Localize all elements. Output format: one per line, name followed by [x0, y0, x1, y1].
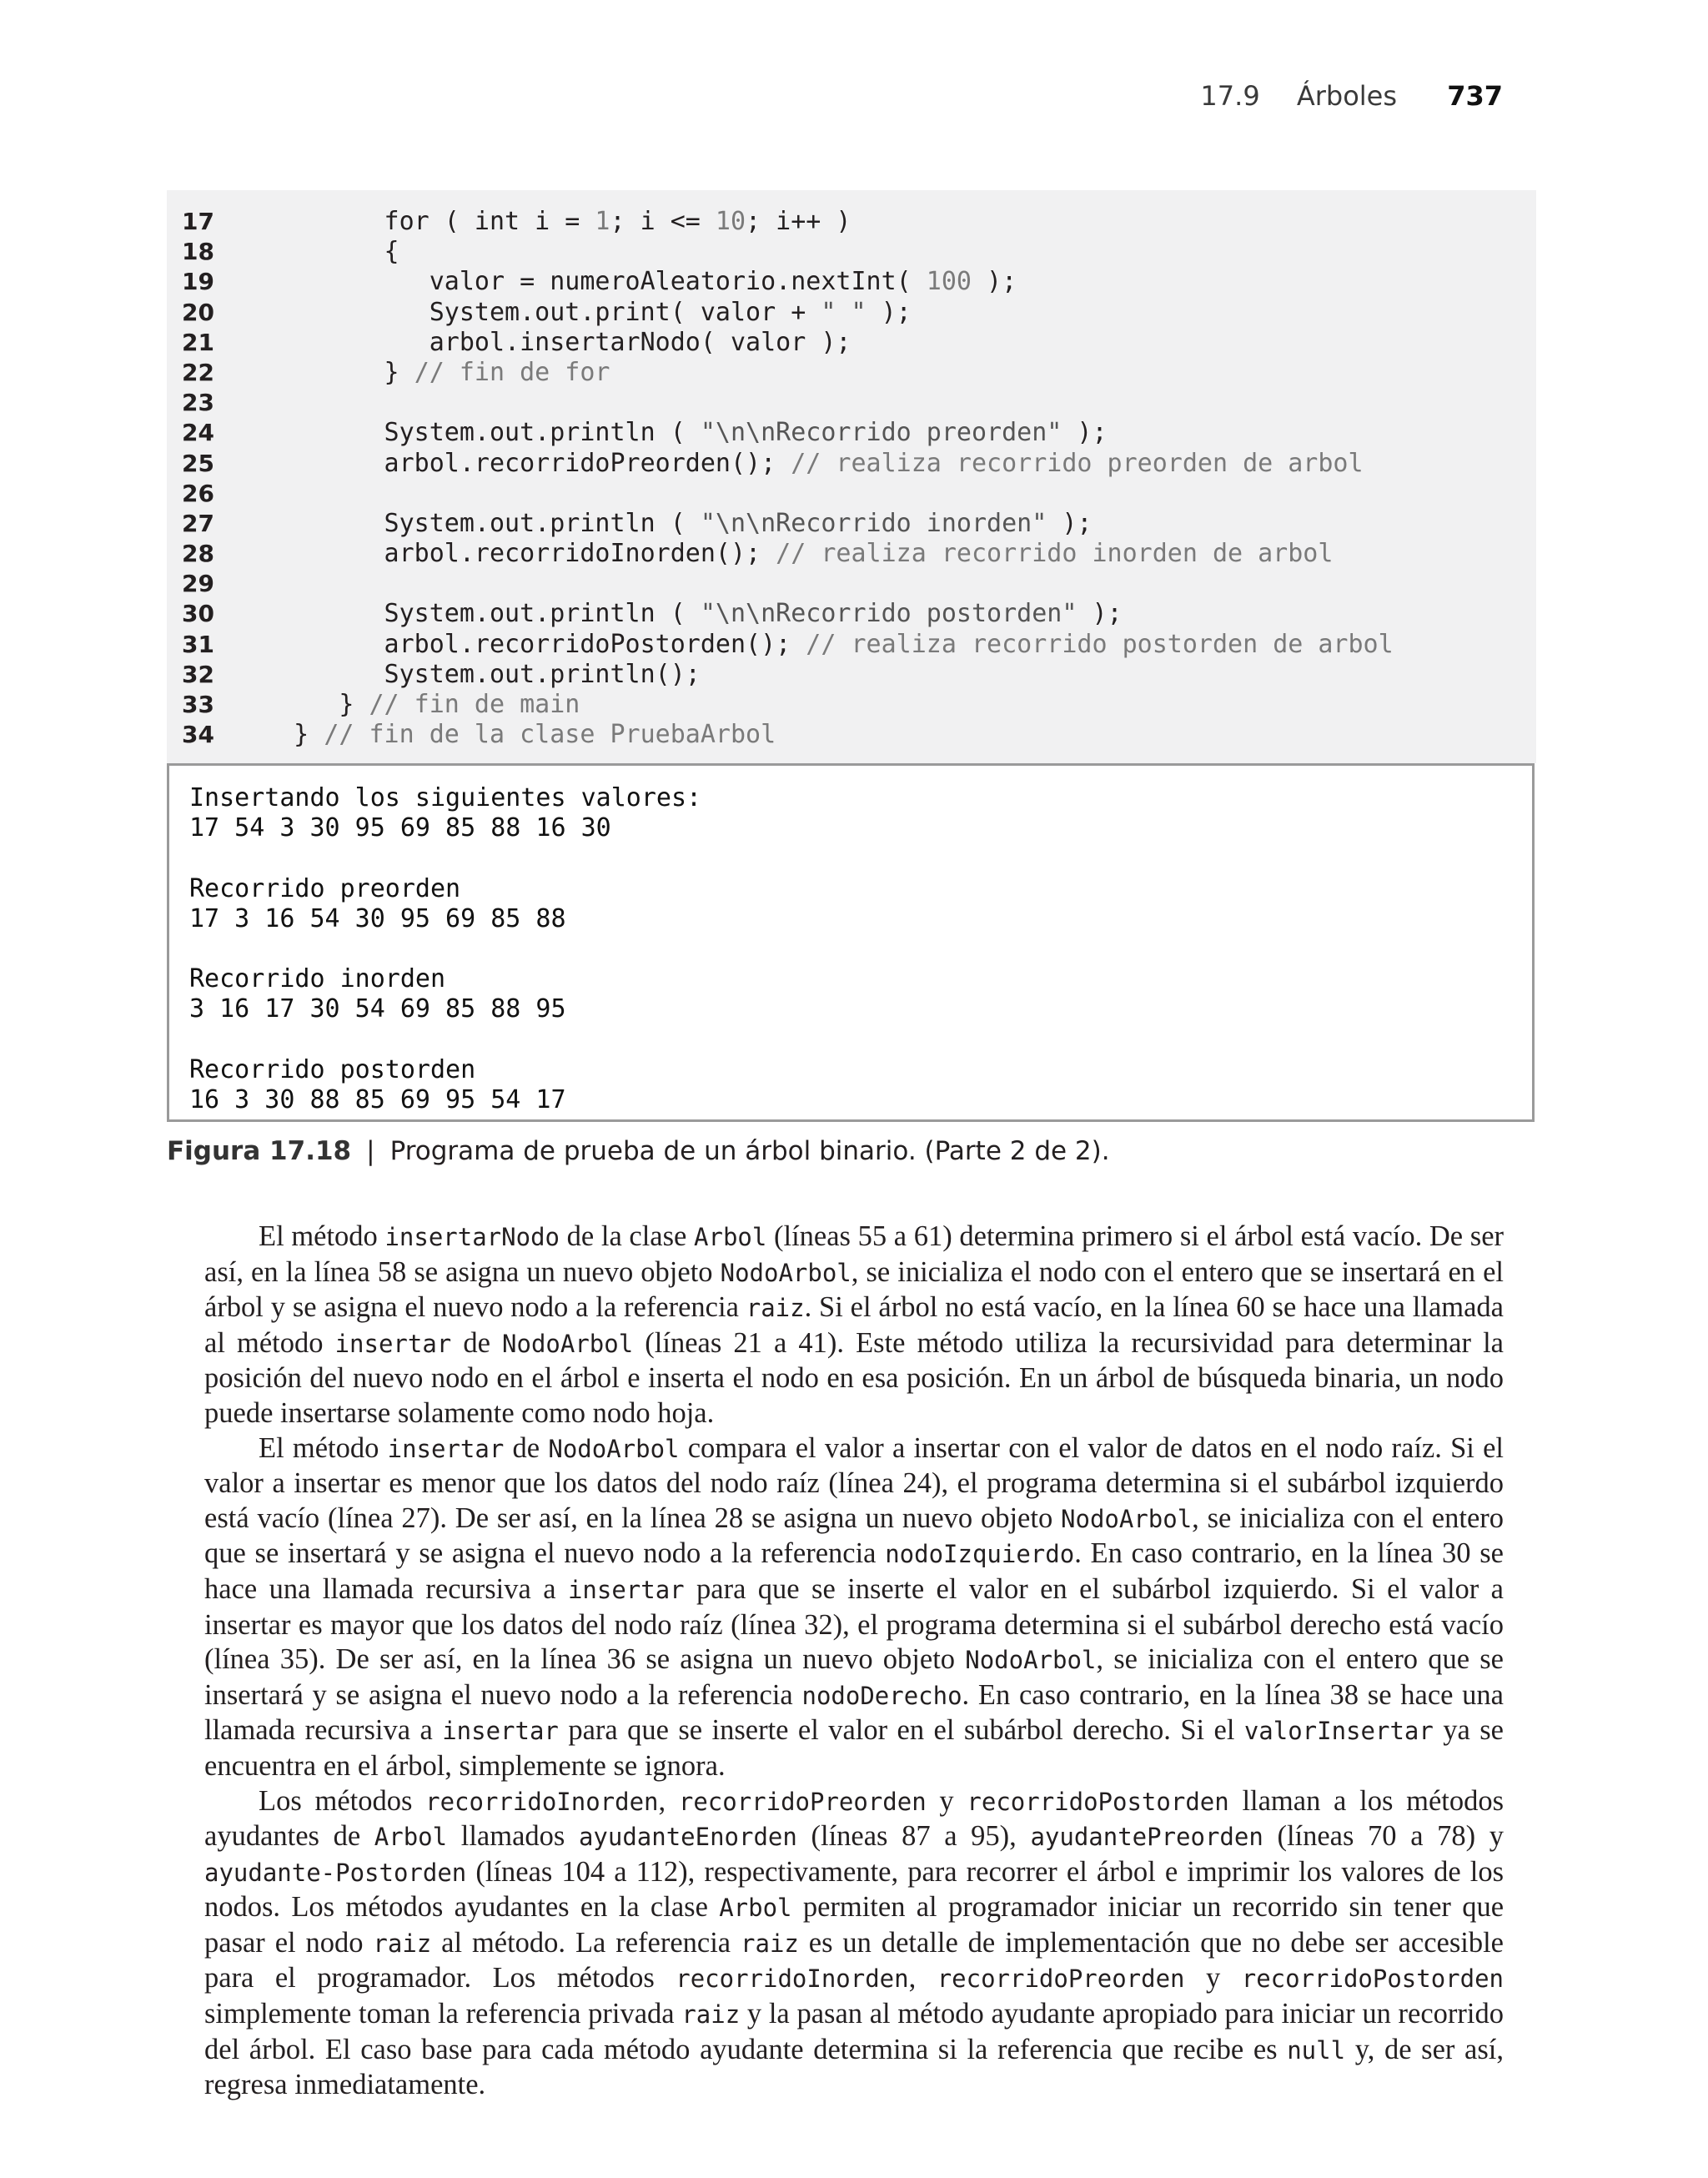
text-run: El método [259, 1220, 385, 1252]
text-run: (líneas 70 a 78) y [1263, 1820, 1505, 1853]
code-token: 100 [926, 267, 972, 297]
inline-code: nodoIzquierdo [885, 1540, 1075, 1569]
text-run: (líneas 104 a 112), respectivamente, para recorrer el árbol e imprimir los valores de los nodos. Los métodos ayudantes en la clase [204, 1855, 1504, 1924]
code-token: arbol.recorridoInorden(); [249, 539, 776, 569]
code-token: } [249, 720, 324, 750]
inline-code: Arbol [694, 1223, 767, 1251]
code-text [249, 207, 851, 237]
body-paragraph [204, 1220, 1504, 1431]
code-token: "\n\nRecorrido preorden" [700, 418, 1062, 448]
text-run: y, de ser así, regresa inmediatamente. [204, 2033, 1504, 2101]
code-token: "\n\nRecorrido postorden" [700, 599, 1078, 629]
code-token: System.out.println(); [249, 659, 701, 689]
line-number: 17 [182, 208, 214, 235]
text-run: ya se encuentra en el árbol, simplemente se ignora. [204, 1714, 1504, 1782]
inline-code: recorridoInorden [425, 1787, 659, 1816]
line-number: 34 [182, 721, 214, 749]
code-line [167, 237, 1536, 267]
inline-code: valorInsertar [1243, 1717, 1434, 1746]
text-run: El método [259, 1431, 388, 1464]
inline-code: insertar [442, 1717, 559, 1746]
inline-code: NodoArbol [720, 1258, 851, 1287]
code-text [249, 358, 610, 388]
code-token: ); [1047, 508, 1093, 538]
code-token: "\n\nRecorrido inorden" [700, 508, 1047, 538]
output-line: Recorrido inorden [189, 964, 446, 994]
line-number: 31 [182, 630, 214, 658]
code-token: valor = numeroAleatorio.nextInt( [249, 267, 927, 297]
code-text [249, 539, 1333, 569]
text-run: , [908, 1962, 937, 1994]
code-text [249, 298, 912, 328]
inline-code: Arbol [719, 1894, 792, 1923]
line-number: 26 [182, 479, 214, 507]
code-token: ); [866, 297, 912, 327]
code-line [167, 298, 1536, 328]
code-line [167, 539, 1536, 569]
inline-code: raiz [373, 1929, 432, 1958]
line-number: 30 [182, 600, 214, 628]
inline-code: recorridoPreorden [937, 1964, 1185, 1994]
text-run: . En caso contrario, en la línea 30 se hace una llamada recursiva a [204, 1537, 1504, 1605]
code-line [167, 207, 1536, 237]
code-line [167, 418, 1536, 448]
running-header [1200, 80, 1503, 122]
section-title: Árboles [1296, 80, 1398, 112]
code-comment: // fin de la clase PruebaArbol [324, 720, 776, 750]
inline-code: nodoDerecho [801, 1681, 962, 1710]
code-text [249, 418, 1108, 448]
inline-code: NodoArbol [502, 1329, 634, 1358]
code-token: System.out.print( valor + [249, 297, 821, 327]
text-run: al método. La referencia [431, 1926, 741, 1959]
text-run: es un detalle de implementación que no debe ser accesible para el programador. Los métodos [204, 1926, 1504, 1994]
inline-code: recorridoInorden [676, 1964, 909, 1994]
output-line: 17 3 16 54 30 95 69 85 88 [189, 903, 566, 933]
text-run: y la pasan al método ayudante apropiado para iniciar un recorrido del árbol. El caso base para cada método ayudante determina si la referencia que recibe es [204, 1998, 1504, 2065]
code-token: arbol.recorridoPostorden(); [249, 629, 806, 659]
text-run: y [926, 1784, 967, 1817]
output-line: Insertando los siguientes valores: [189, 783, 702, 812]
code-lines [167, 207, 1536, 750]
text-run: , [658, 1784, 679, 1817]
caption-separator: | [366, 1136, 375, 1166]
code-line [167, 358, 1536, 388]
code-token: System.out.println ( [249, 599, 701, 629]
body-paragraph [204, 1431, 1504, 1784]
output-line: Recorrido preorden [189, 873, 461, 903]
page-number: 737 [1447, 80, 1503, 112]
code-listing [167, 190, 1536, 763]
line-number: 24 [182, 419, 214, 447]
inline-code: recorridoPostorden [967, 1787, 1229, 1816]
code-comment: // fin de for [414, 357, 610, 387]
code-token: { [249, 237, 399, 267]
code-line [167, 388, 1536, 418]
code-line [167, 690, 1536, 720]
code-token: ); [971, 267, 1017, 297]
text-run: llaman a los métodos ayudantes de [204, 1784, 1505, 1853]
code-token: ); [1062, 418, 1108, 448]
body-paragraph [204, 1784, 1504, 2103]
text-run: . En caso contrario, en la línea 38 se hace una llamada recursiva a [204, 1678, 1504, 1747]
code-line [167, 449, 1536, 479]
code-token: ; i <= [610, 207, 716, 236]
code-token: arbol.recorridoPreorden(); [249, 448, 791, 478]
code-text [249, 599, 1123, 629]
line-number: 27 [182, 509, 214, 537]
text-run: llamados [447, 1820, 579, 1853]
code-token: System.out.println ( [249, 508, 701, 538]
text-run: y [1184, 1962, 1242, 1994]
inline-code: Arbol [374, 1823, 448, 1852]
code-token: 1 [595, 207, 610, 236]
inline-code: recorridoPostorden [1241, 1964, 1505, 1994]
code-line [167, 720, 1536, 750]
code-token: } [249, 690, 369, 719]
inline-code: ayudante-Postorden [204, 1858, 467, 1887]
output-line [189, 934, 701, 964]
inline-code: insertarNodo [384, 1223, 560, 1251]
inline-code: ayudantePreorden [1030, 1823, 1263, 1852]
line-number: 23 [182, 389, 214, 417]
output-line [189, 843, 701, 873]
inline-code: raiz [741, 1929, 799, 1958]
section-number: 17.9 [1200, 80, 1260, 112]
code-line [167, 599, 1536, 629]
program-output [167, 763, 1535, 1122]
code-token: } [249, 357, 414, 387]
code-token: arbol.insertarNodo( valor ); [249, 327, 851, 357]
body-text [204, 1220, 1504, 2103]
code-token: " " [821, 297, 867, 327]
output-line: 17 54 3 30 95 69 85 88 16 30 [189, 813, 611, 843]
code-text [249, 690, 580, 720]
code-line [167, 479, 1536, 509]
text-run: (líneas 55 a 61) determina primero si el árbol está vacío. De ser así, en la línea 58 se asigna un nuevo objeto [204, 1220, 1504, 1288]
text-run: para que se inserte el valor en el subárbol izquierdo. Si el valor a insertar es mayor que los datos del nodo raíz (línea 32), el programa determina si el subárbol derecho está vacío (línea 35). De ser así, en la línea 36 se asigna un nuevo objeto [204, 1572, 1504, 1676]
figure-label: Figura 17.18 [167, 1136, 352, 1166]
inline-code: insertar [334, 1329, 452, 1358]
text-run: , se inicializa el nodo con el entero que se insertará en el árbol y se asigna el nuevo nodo a la referencia [204, 1255, 1504, 1324]
code-line [167, 660, 1536, 690]
output-line: 16 3 30 88 85 69 95 54 17 [189, 1084, 566, 1114]
inline-code: raiz [681, 2000, 741, 2030]
text-run: para que se inserte el valor en el subárbol derecho. Si el [558, 1714, 1244, 1747]
code-text [249, 328, 851, 358]
inline-code: NodoArbol [1061, 1504, 1193, 1533]
output-line: 3 16 17 30 54 69 85 88 95 [189, 994, 566, 1024]
output-lines [189, 783, 701, 1115]
code-line [167, 328, 1536, 358]
code-line [167, 569, 1536, 599]
figure-caption [167, 1136, 1110, 1166]
text-run: de la clase [559, 1220, 695, 1252]
code-text [249, 509, 1092, 539]
line-number: 19 [182, 268, 214, 296]
inline-code: insertar [387, 1434, 505, 1463]
code-text [249, 237, 399, 267]
text-run: Los métodos [259, 1784, 426, 1817]
line-number: 28 [182, 540, 214, 568]
code-text [249, 660, 701, 690]
code-comment: // fin de main [369, 690, 580, 719]
code-line [167, 509, 1536, 539]
code-line [167, 630, 1536, 660]
code-text [249, 449, 1364, 479]
code-comment: // realiza recorrido postorden de arbol [806, 629, 1394, 659]
code-comment: // realiza recorrido preorden de arbol [791, 448, 1364, 478]
line-number: 22 [182, 358, 214, 386]
inline-code: NodoArbol [548, 1434, 680, 1463]
inline-code: NodoArbol [965, 1646, 1097, 1675]
inline-code: raiz [746, 1294, 805, 1323]
text-run: de [451, 1326, 503, 1359]
line-number: 29 [182, 570, 214, 598]
text-run: (líneas 87 a 95), [796, 1820, 1031, 1853]
caption-text: Programa de prueba de un árbol binario. (Parte 2 de 2). [389, 1136, 1110, 1166]
text-run: , se inicializa con el entero que se insertará y se asigna el nuevo nodo a la referencia [204, 1501, 1504, 1570]
code-text [249, 720, 776, 750]
text-run: de [504, 1431, 549, 1464]
line-number: 25 [182, 449, 214, 477]
code-token: System.out.println ( [249, 418, 701, 448]
line-number: 32 [182, 660, 214, 688]
line-number: 33 [182, 691, 214, 718]
code-comment: // realiza recorrido inorden de arbol [776, 539, 1334, 569]
line-number: 18 [182, 238, 214, 266]
output-line [189, 1025, 701, 1055]
inline-code: ayudanteEnorden [578, 1823, 797, 1852]
text-run: . Si el árbol no está vacío, en la línea 60 se hace una llamada al método [204, 1291, 1504, 1359]
inline-code: insertar [567, 1575, 685, 1604]
line-number: 20 [182, 298, 214, 326]
inline-code: null [1287, 2035, 1346, 2065]
code-token: for ( int i = [249, 207, 595, 236]
code-token: 10 [715, 207, 746, 236]
text-run: permiten al programador iniciar un recorrido sin tener que pasar el nodo [204, 1891, 1505, 1959]
inline-code: recorridoPreorden [678, 1787, 927, 1816]
code-text [249, 267, 1017, 297]
text-run: simplemente toman la referencia privada [204, 1998, 682, 2030]
code-text [249, 630, 1394, 660]
line-number: 21 [182, 328, 214, 356]
code-line [167, 267, 1536, 297]
code-token: ); [1077, 599, 1123, 629]
output-line: Recorrido postorden [189, 1054, 476, 1084]
code-token: ; i++ ) [746, 207, 851, 236]
text-run: compara el valor a insertar con el valor de datos en el nodo raíz. Si el valor a insertar es menor que los datos del nodo raíz (línea 24), el programa determina si el subárbol izquierdo está vacío (línea 27). De ser así, en la línea 28 se asigna un nuevo objeto [204, 1431, 1504, 1534]
text-run: (líneas 21 a 41). Este método utiliza la recursividad para determinar la posición del nuevo nodo en el árbol e inserta el nodo en esa posición. En un árbol de búsqueda binaria, un nodo puede insertarse solamente como nodo hoja. [204, 1326, 1504, 1429]
text-run: , se inicializa con el entero que se insertará y se asigna el nuevo nodo a la referencia [204, 1643, 1504, 1711]
